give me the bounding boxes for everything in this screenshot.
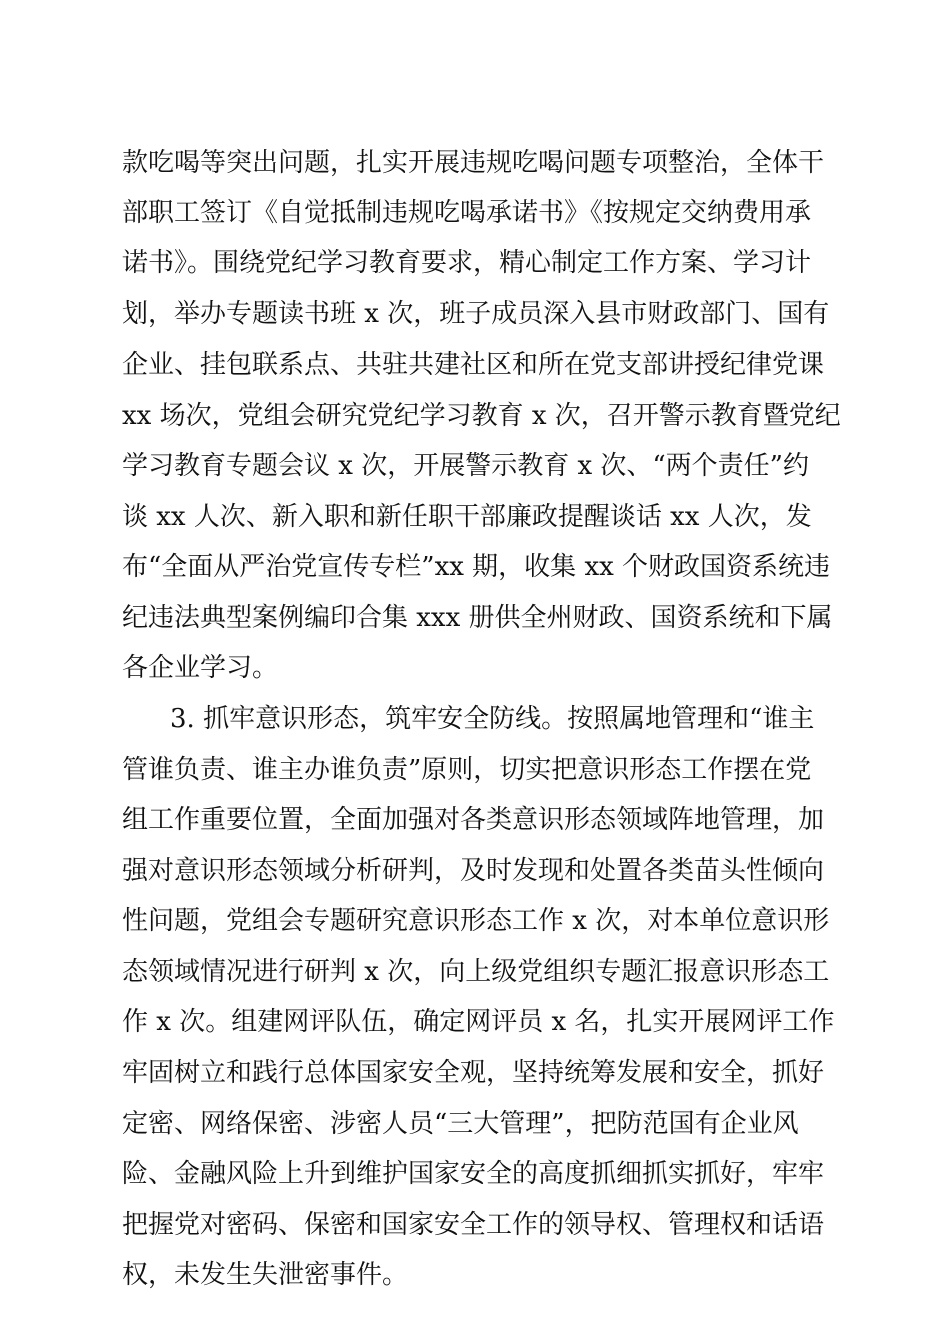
text-line bbox=[0, 643, 950, 693]
line-text: 企业、挂包联系点、共驻共建社区和所在党支部讲授纪律党课 bbox=[122, 350, 825, 380]
line-text: 态领域情况进行研判 x 次，向上级党组织专题汇报意识形态工 bbox=[122, 957, 830, 987]
line-text: 牢固树立和践行总体国家安全观，坚持统筹发展和安全，抓好 bbox=[122, 1058, 825, 1088]
line-text: 诺书》。围绕党纪学习教育要求，精心制定工作方案、学习计 bbox=[122, 248, 812, 278]
text-line bbox=[0, 846, 950, 896]
line-text: 险、金融风险上升到维护国家安全的高度抓细抓实抓好，牢牢 bbox=[122, 1159, 825, 1189]
text-line bbox=[0, 1250, 950, 1300]
text-line bbox=[0, 947, 950, 997]
line-text: 权，未发生失泄密事件。 bbox=[122, 1260, 409, 1290]
text-line bbox=[0, 492, 950, 542]
text-line bbox=[0, 188, 950, 238]
text-line bbox=[0, 593, 950, 643]
line-text: 部职工签订《自觉抵制违规吃喝承诺书》《按规定交纳费用承 bbox=[122, 198, 812, 228]
line-text: 强对意识形态领域分析研判，及时发现和处置各类苗头性倾向 bbox=[122, 856, 825, 886]
line-text: 纪违法典型案例编印合集 xxx 册供全州财政、国资系统和下属 bbox=[122, 603, 833, 633]
text-line bbox=[0, 138, 950, 188]
text-line bbox=[0, 238, 950, 288]
line-text: 划，举办专题读书班 x 次，班子成员深入县市财政部门、国有 bbox=[122, 299, 830, 329]
line-text: 组工作重要位置，全面加强对各类意识形态领域阵地管理，加 bbox=[122, 805, 825, 835]
line-text: 各企业学习。 bbox=[122, 653, 279, 683]
line-text: 布“全面从严治党宣传专栏”xx 期，收集 xx 个财政国资系统违 bbox=[122, 552, 831, 582]
text-line bbox=[0, 340, 950, 390]
line-text: 3. 抓牢意识形态，筑牢安全防线。按照属地管理和“谁主 bbox=[170, 704, 815, 734]
text-line bbox=[0, 289, 950, 339]
text-line bbox=[0, 542, 950, 592]
line-text: 作 x 次。组建网评队伍，确定网评员 x 名，扎实开展网评工作 bbox=[122, 1007, 835, 1037]
line-text: 性问题，党组会专题研究意识形态工作 x 次，对本单位意识形 bbox=[122, 906, 830, 936]
text-line bbox=[0, 441, 950, 491]
line-text: 学习教育专题会议 x 次，开展警示教育 x 次、“两个责任”约 bbox=[122, 451, 809, 481]
text-line bbox=[0, 1200, 950, 1250]
text-line bbox=[0, 1149, 950, 1199]
line-text: 款吃喝等突出问题，扎实开展违规吃喝问题专项整治，全体干 bbox=[122, 148, 825, 178]
text-line bbox=[0, 1048, 950, 1098]
line-text: 把握党对密码、保密和国家安全工作的领导权、管理权和话语 bbox=[122, 1210, 825, 1240]
text-line bbox=[0, 1099, 950, 1149]
text-line bbox=[0, 896, 950, 946]
text-line bbox=[0, 391, 950, 441]
line-text: 管谁负责、谁主办谁负责”原则，切实把意识形态工作摆在党 bbox=[122, 755, 812, 785]
text-line bbox=[0, 997, 950, 1047]
text-line bbox=[0, 745, 950, 795]
line-text: 定密、网络保密、涉密人员“三大管理”，把防范国有企业风 bbox=[122, 1109, 799, 1139]
text-line bbox=[0, 795, 950, 845]
line-text: 谈 xx 人次、新入职和新任职干部廉政提醒谈话 xx 人次，发 bbox=[122, 502, 812, 532]
line-text: xx 场次，党组会研究党纪学习教育 x 次，召开警示教育暨党纪 bbox=[122, 401, 841, 431]
text-line bbox=[0, 694, 950, 744]
